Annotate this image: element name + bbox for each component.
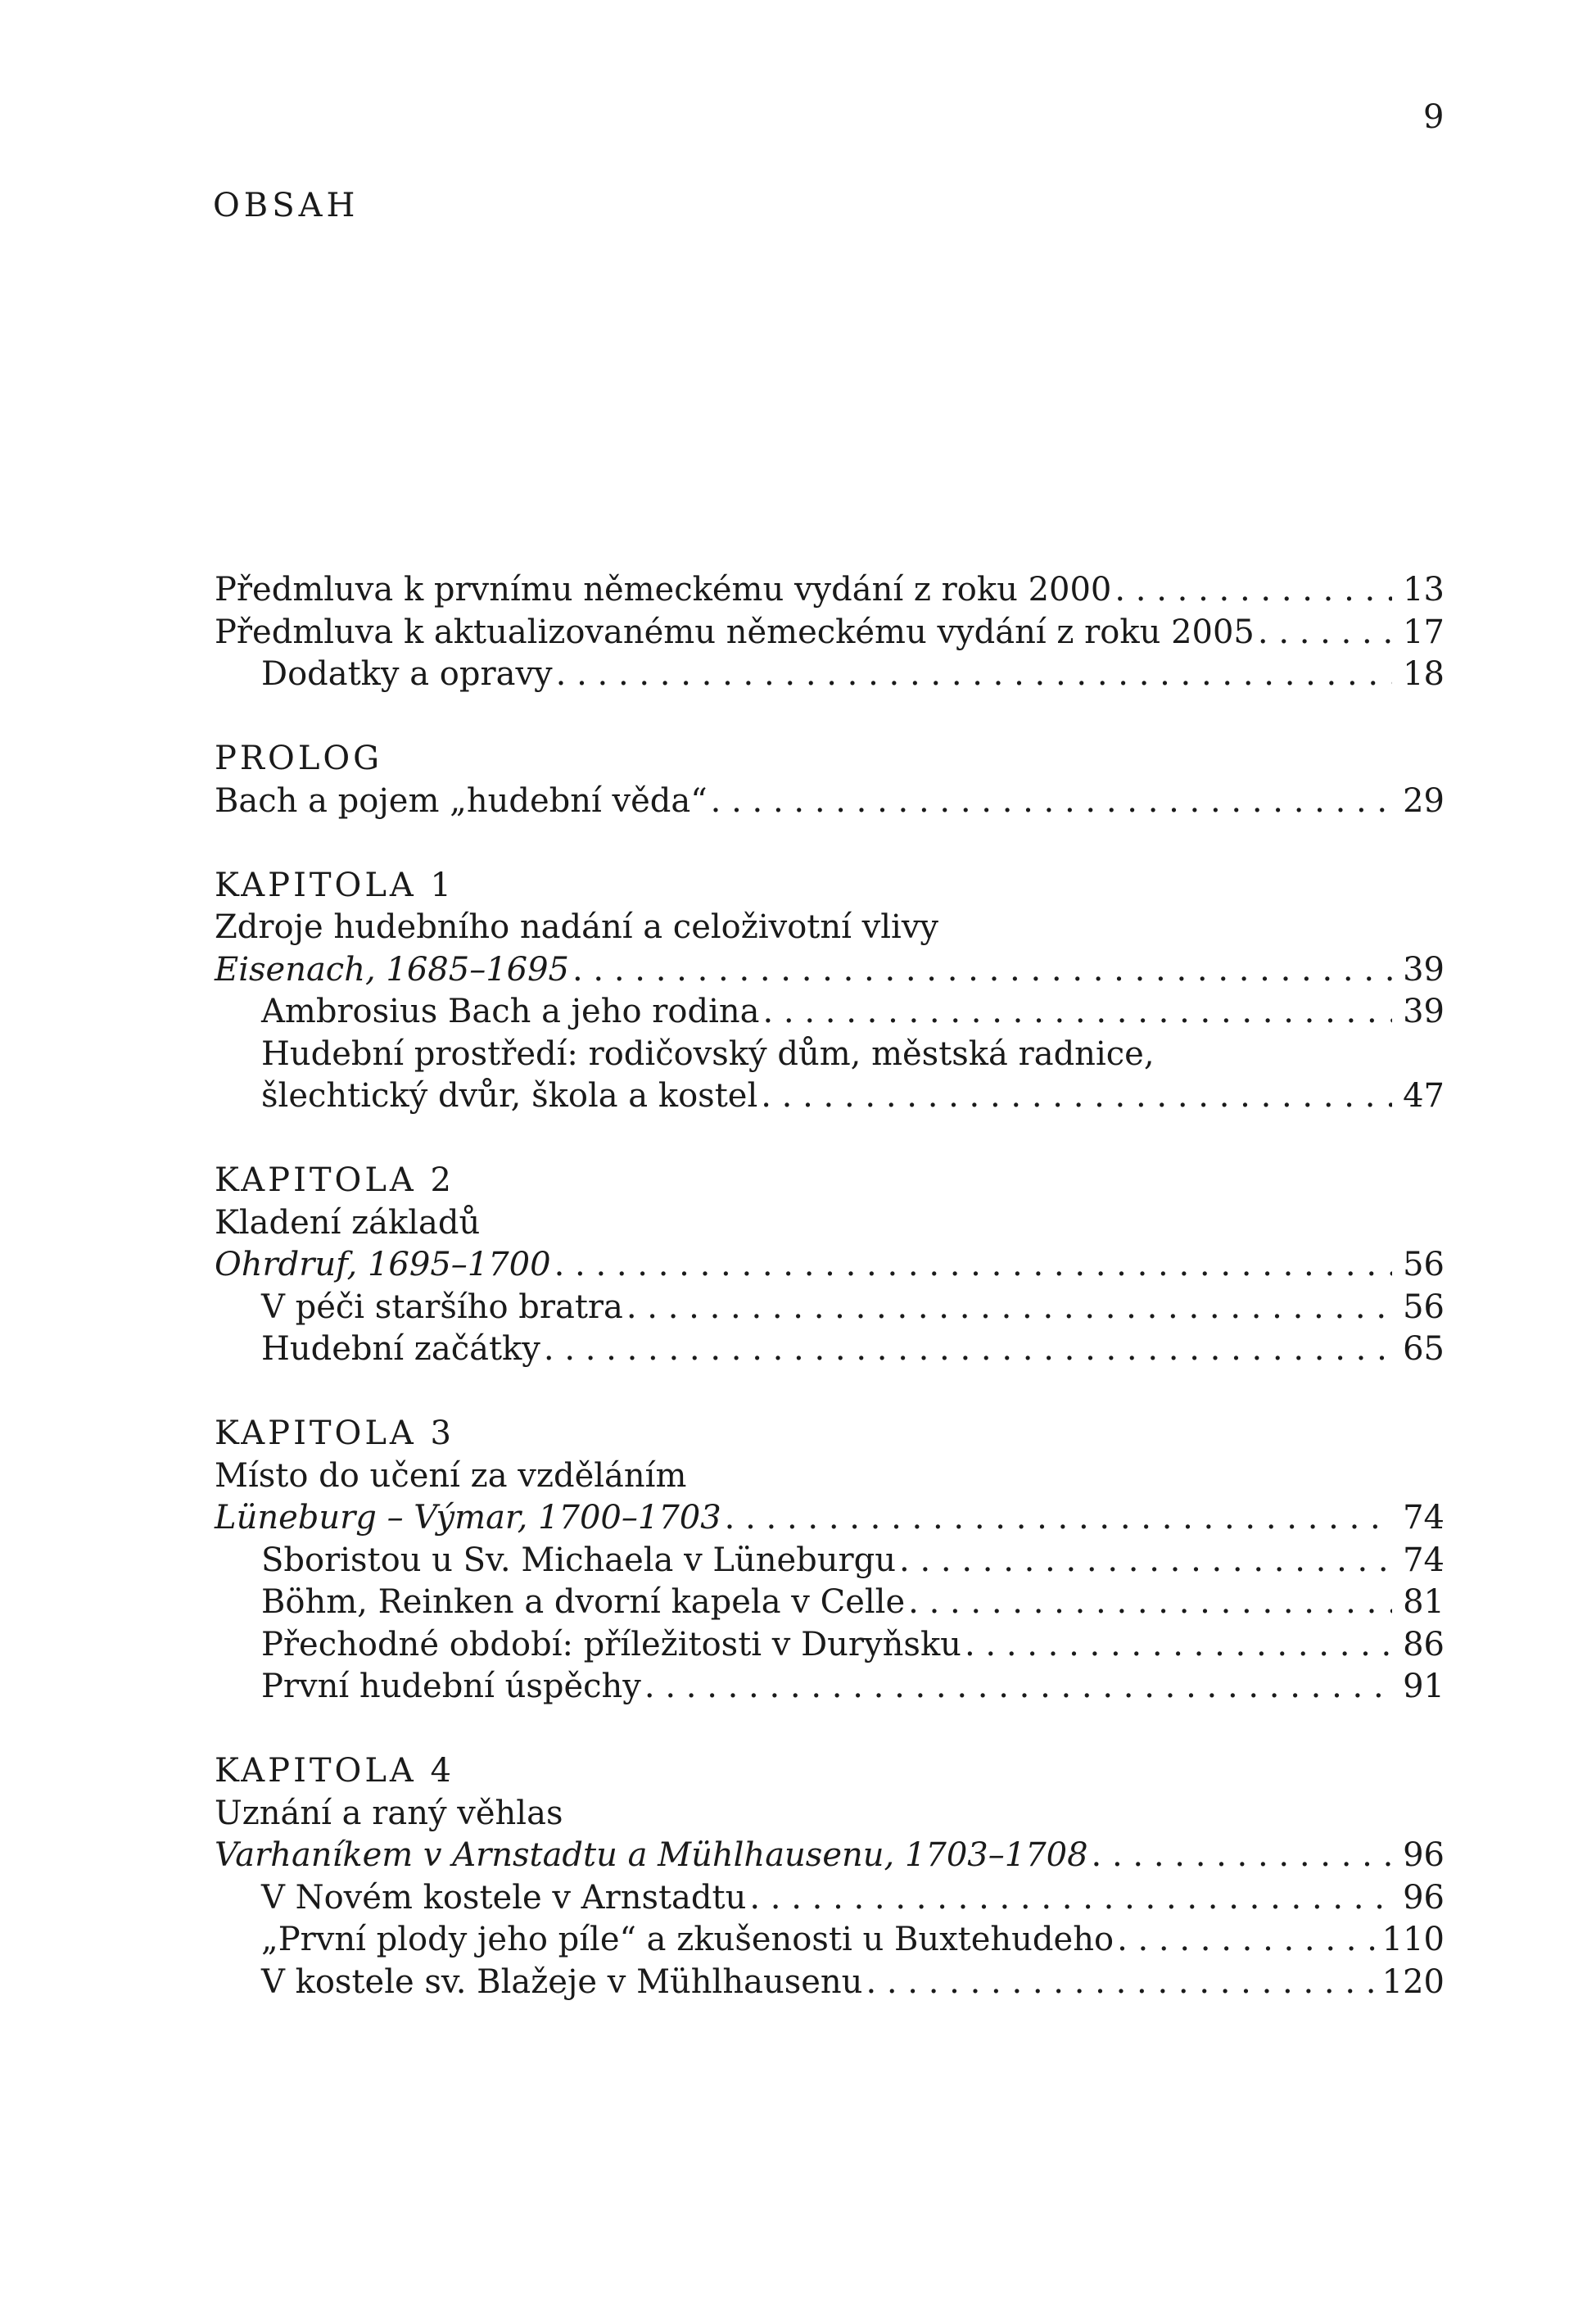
toc-entry-page: 18 [1403,655,1445,693]
toc-entry-title: První hudební úspěchy [261,1668,641,1705]
toc-entry-page: 39 [1403,993,1445,1030]
chapter-title: Místo do učení za vzděláním [215,1456,687,1495]
toc-entry-title: Hudební prostředí: rodičovský dům, městská radnice, [261,1034,1155,1073]
toc-entry-period[interactable] [215,1497,1445,1540]
chapter-label: KAPITOLA 1 [215,866,454,904]
toc-entry[interactable] [215,1877,1445,1920]
dot-leader [623,1287,1392,1329]
toc-entry-period[interactable] [215,949,1445,992]
toc-entry-page: 74 [1403,1499,1445,1537]
contents-heading: OBSAH [213,187,359,224]
toc-entry-preface-2005[interactable] [215,612,1445,654]
toc-entry-page: 29 [1403,781,1445,820]
toc-entry-title: Ohrdruf, 1695–1700 [215,1246,551,1283]
toc-entry[interactable] [215,1540,1445,1582]
toc-entry-title: Předmluva k aktualizovanému německému vydání z roku 2005 [215,613,1255,651]
toc-entry-page: 47 [1403,1077,1445,1115]
toc-entry-preface-2000[interactable] [215,569,1445,612]
toc-entry-title: Hudební začátky [261,1330,540,1368]
toc-entry-page: 65 [1403,1330,1445,1368]
toc-entry-title: Lüneburg – Výmar, 1700–1703 [215,1499,721,1537]
toc-entry-page: 74 [1403,1541,1445,1579]
dot-leader [746,1877,1392,1920]
toc-entry-page: 96 [1403,1836,1445,1874]
dot-leader [551,1244,1392,1287]
toc-entry-page: 120 [1381,1962,1445,2001]
toc-entry[interactable] [215,1075,1445,1118]
dot-leader [1255,612,1392,654]
dot-leader [641,1666,1392,1709]
toc-entry-page: 56 [1403,1246,1445,1283]
toc-entry-page: 86 [1403,1625,1445,1663]
dot-leader [553,654,1392,696]
toc-entry[interactable] [215,1034,1445,1076]
dot-leader [1088,1835,1392,1877]
toc-entry-title: šlechtický dvůr, škola a kostel [261,1077,758,1115]
dot-leader [540,1328,1392,1371]
dot-leader [905,1582,1392,1624]
page-number: 9 [1423,98,1445,136]
toc-entry[interactable] [215,1328,1445,1371]
toc-entry-title: Eisenach, 1685–1695 [215,950,569,989]
toc-entry-addenda[interactable] [215,654,1445,696]
toc-entry-title: Varhaníkem v Arnstadtu a Mühlhausenu, 1703–1708 [215,1836,1088,1874]
chapter-title: Zdroje hudebního nadání a celoživotní vlivy [215,908,939,946]
chapter-title: Uznání a raný věhlas [215,1794,563,1832]
toc-entry-period[interactable] [215,1835,1445,1877]
toc-entry-title: Sboristou u Sv. Michaela v Lüneburgu [261,1541,897,1579]
toc-entry-prolog[interactable] [215,781,1445,823]
chapter-label: KAPITOLA 4 [215,1752,454,1790]
toc-entry-page: 13 [1403,571,1445,609]
dot-leader [961,1624,1392,1667]
toc-entry-title: „První plody jeho píle“ a zkušenosti u Buxtehudeho [261,1921,1114,1958]
toc-entry-title: Předmluva k prvnímu německému vydání z roku 2000 [215,571,1112,609]
toc-entry-page: 96 [1403,1878,1445,1917]
dot-leader [759,991,1392,1034]
chapter-title: Kladení základů [215,1203,481,1242]
chapter-label: KAPITOLA 3 [215,1414,454,1452]
dot-leader [1114,1919,1382,1962]
toc-entry[interactable] [215,1624,1445,1667]
toc-entry[interactable] [215,1287,1445,1329]
toc-entry[interactable] [215,991,1445,1034]
toc-entry[interactable] [215,1582,1445,1624]
toc-entry-page: 81 [1403,1583,1445,1621]
dot-leader [569,949,1392,992]
toc-entry-page: 39 [1403,950,1445,989]
toc-entry[interactable] [215,1962,1445,2004]
toc-entry[interactable] [215,1919,1445,1962]
toc-entry-page: 110 [1381,1921,1445,1958]
dot-leader [1111,569,1392,612]
prolog-label: PROLOG [215,740,383,777]
toc-entry-title: Přechodné období: příležitosti v Duryňsku [261,1625,961,1663]
toc-entry-page: 56 [1403,1288,1445,1326]
chapter-label: KAPITOLA 2 [215,1161,454,1199]
toc-entry-title: Ambrosius Bach a jeho rodina [261,993,760,1030]
toc-entry-title: Böhm, Reinken a dvorní kapela v Celle [261,1583,906,1621]
dot-leader [862,1962,1381,2004]
toc-entry-title: V kostele sv. Blažeje v Mühlhausenu [261,1962,863,2001]
toc-entry[interactable] [215,1666,1445,1709]
toc-entry-period[interactable] [215,1244,1445,1287]
toc-entry-title: V Novém kostele v Arnstadtu [261,1878,747,1917]
toc-entry-title: Bach a pojem „hudební věda“ [215,781,708,820]
toc-entry-page: 91 [1403,1668,1445,1705]
toc-entry-title: V péči staršího bratra [261,1288,623,1326]
dot-leader [721,1497,1392,1540]
toc-entry-page: 17 [1403,613,1445,651]
table-of-contents [215,569,1445,2003]
toc-entry-title: Dodatky a opravy [261,655,553,693]
dot-leader [896,1540,1392,1582]
dot-leader [708,781,1392,823]
dot-leader [757,1075,1392,1118]
